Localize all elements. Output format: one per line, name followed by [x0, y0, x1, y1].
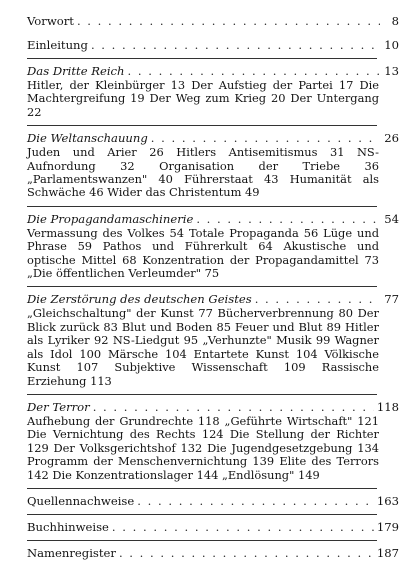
- toc-section-heading: [27, 64, 399, 78]
- toc-section-title: Die Zerstörung des deutschen Geistes: [27, 292, 252, 307]
- section-divider: [27, 514, 377, 515]
- toc-section-title: Die Propagandamaschinerie: [27, 211, 194, 226]
- toc-entry-title: Namenregister: [27, 545, 116, 560]
- dot-leader: [255, 292, 380, 306]
- toc-page-number: 163: [376, 493, 399, 508]
- toc-section-title: Der Terror: [27, 399, 90, 414]
- section-divider: [27, 125, 377, 126]
- toc-entry-quellennachweise: [27, 494, 399, 508]
- section-divider: [27, 488, 377, 489]
- dot-leader: [151, 131, 380, 145]
- toc-section-details: Juden und Arier 26 Hitlers Antisemitismus 31 NS-Aufnordung 32 Organisation der Triebe 36 „Parlamentswanzen" 40 Führerstaat 43 Humanität als Schwäche 46 Wider das Christentum 49: [27, 145, 379, 200]
- toc-entry-namenregister: [27, 546, 399, 560]
- toc-section-heading: [27, 292, 399, 306]
- toc-entry-vorwort: [27, 14, 399, 28]
- dot-leader: [112, 520, 374, 534]
- dot-leader: [77, 14, 380, 28]
- dot-leader: [91, 38, 380, 52]
- toc-entry-title: Einleitung: [27, 38, 88, 52]
- toc-entry-title: Vorwort: [27, 14, 74, 28]
- toc-section-details: Vermassung des Volkes 54 Totale Propaganda 56 Lüge und Phrase 59 Pathos und Führerkult 64 Akustische und optische Mittel 68 Konzentration der Propagandamittel 73 „Die öffentlichen Verleumder" 75: [27, 225, 379, 281]
- toc-entry-title: Buchhinweise: [27, 519, 109, 534]
- toc-section-details: Hitler, der Kleinbürger 13 Der Aufstieg der Partei 17 Die Machtergreifung 19 Der Weg zum Krieg 20 Der Untergang 22: [27, 78, 379, 119]
- toc-entry-einleitung: [27, 38, 399, 52]
- toc-section-heading: [27, 131, 399, 145]
- section-divider: [27, 286, 377, 287]
- toc-section-details: „Gleichschaltung" der Kunst 77 Bücherverbrennung 80 Der Blick zurück 83 Blut und Boden 85 Feuer und Blut 89 Hitler als Lyriker 92 NS-Liedgut 95 „Verhunzte" Musik 99 Wagner als Idol 100 Märsche 104 Entartete Kunst 104 Völkische Kunst 107 Subjektive Wissenschaft 109 Rassische Erziehung 113: [27, 306, 379, 388]
- dot-leader: [196, 212, 380, 226]
- dot-leader: [137, 494, 374, 508]
- section-divider: [27, 206, 377, 207]
- toc-entry-buchhinweise: [27, 520, 399, 534]
- toc-section-title: Die Weltanschauung: [27, 131, 148, 146]
- dot-leader: [93, 400, 374, 414]
- section-divider: [27, 58, 377, 59]
- toc-page-number: 187: [376, 545, 399, 560]
- dot-leader: [128, 64, 380, 78]
- toc-entry-title: Quellennachweise: [27, 493, 135, 508]
- toc-section: [27, 131, 399, 200]
- toc-page-number: 13: [384, 64, 399, 78]
- toc-section: [27, 212, 399, 281]
- toc-page-number: 118: [376, 399, 399, 414]
- toc-section: [27, 64, 399, 119]
- toc-page-number: 26: [384, 131, 399, 146]
- section-divider: [27, 540, 377, 541]
- toc-page-number: 179: [376, 519, 399, 534]
- toc-section: [27, 292, 399, 387]
- toc-section-heading: [27, 212, 399, 226]
- toc-section-heading: [27, 400, 399, 414]
- toc-page-number: 10: [384, 38, 399, 52]
- toc-page-number: 8: [391, 14, 399, 28]
- section-divider: [27, 394, 377, 395]
- toc-section-title: Das Dritte Reich: [27, 64, 125, 78]
- toc-section-details: Aufhebung der Grundrechte 118 „Geführte Wirtschaft" 121 Die Vernichtung des Rechts 124 Die Stellung der Richter 129 Der Volksgerichtshof 132 Die Jugendgesetzgebung 134 Programm der Menschenvernichtung 139 Elite des Terrors 142 Die Konzentrationslager 144 „Endlösung" 149: [27, 413, 379, 482]
- dot-leader: [119, 546, 374, 560]
- toc-section: [27, 400, 399, 482]
- toc-page-number: 77: [384, 292, 399, 307]
- toc-page-number: 54: [384, 211, 399, 226]
